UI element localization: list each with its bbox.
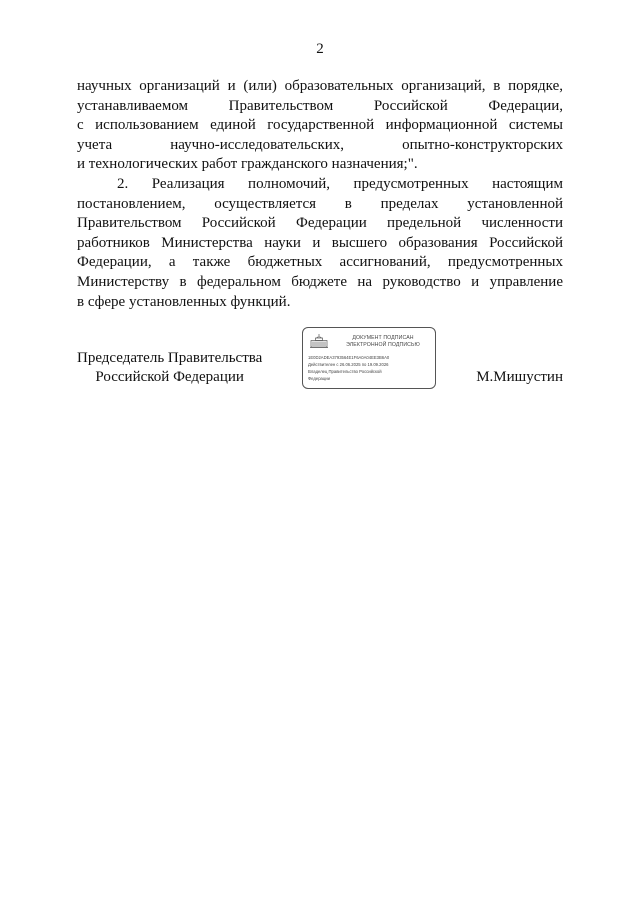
electronic-signature-stamp	[302, 327, 436, 389]
body-line: работников Министерства науки и высшего образования Российской	[77, 234, 563, 251]
body-line: Федерации, а также бюджетных ассигнований, предусмотренных	[77, 254, 563, 271]
signer-title	[77, 349, 262, 387]
body-line: в сфере установленных функций.	[77, 293, 291, 310]
body-line: Правительством Российской Федерации предельной численности	[77, 215, 563, 232]
stamp-validity: Действителен с 26.06.2025 по 19.09.2026	[308, 362, 389, 367]
body-line: и технологических работ гражданского назначения;".	[77, 156, 418, 173]
body-line: с использованием единой государственной информационной системы	[77, 117, 563, 134]
page-number: 2	[316, 41, 324, 57]
body-line: постановлением, осуществляется в пределах установленной	[77, 195, 563, 212]
stamp-details	[308, 354, 434, 382]
stamp-certificate: 1E0D2ADEA3793564E1F6A0A04EE3B6A0	[308, 355, 390, 360]
signer-name: М.Мишустин	[476, 369, 563, 385]
stamp-heading-line1: ДОКУМЕНТ ПОДПИСАН	[352, 335, 414, 341]
body-line: устанавливаемом Правительством Российской Федерации,	[77, 97, 563, 114]
signer-title-line2: Российской Федерации	[95, 369, 244, 385]
body-line: научных организаций и (или) образовательных организаций, в порядке,	[77, 78, 563, 94]
stamp-owner-line2: Федерации	[308, 376, 330, 381]
signer-title-line1: Председатель Правительства	[77, 350, 263, 366]
stamp-heading	[333, 335, 433, 349]
body-line: 2. Реализация полномочий, предусмотренных настоящим	[117, 175, 563, 192]
body-line: Министерству в федеральном бюджете на руководство и управление	[77, 273, 563, 290]
document-body	[77, 77, 563, 312]
government-building-icon	[309, 333, 329, 349]
body-line: учета научно-исследовательских, опытно-конструкторских	[77, 136, 563, 153]
stamp-owner-line1: Владелец Правительство Российской	[308, 369, 382, 374]
stamp-heading-line2: ЭЛЕКТРОННОЙ ПОДПИСЬЮ	[346, 342, 420, 348]
